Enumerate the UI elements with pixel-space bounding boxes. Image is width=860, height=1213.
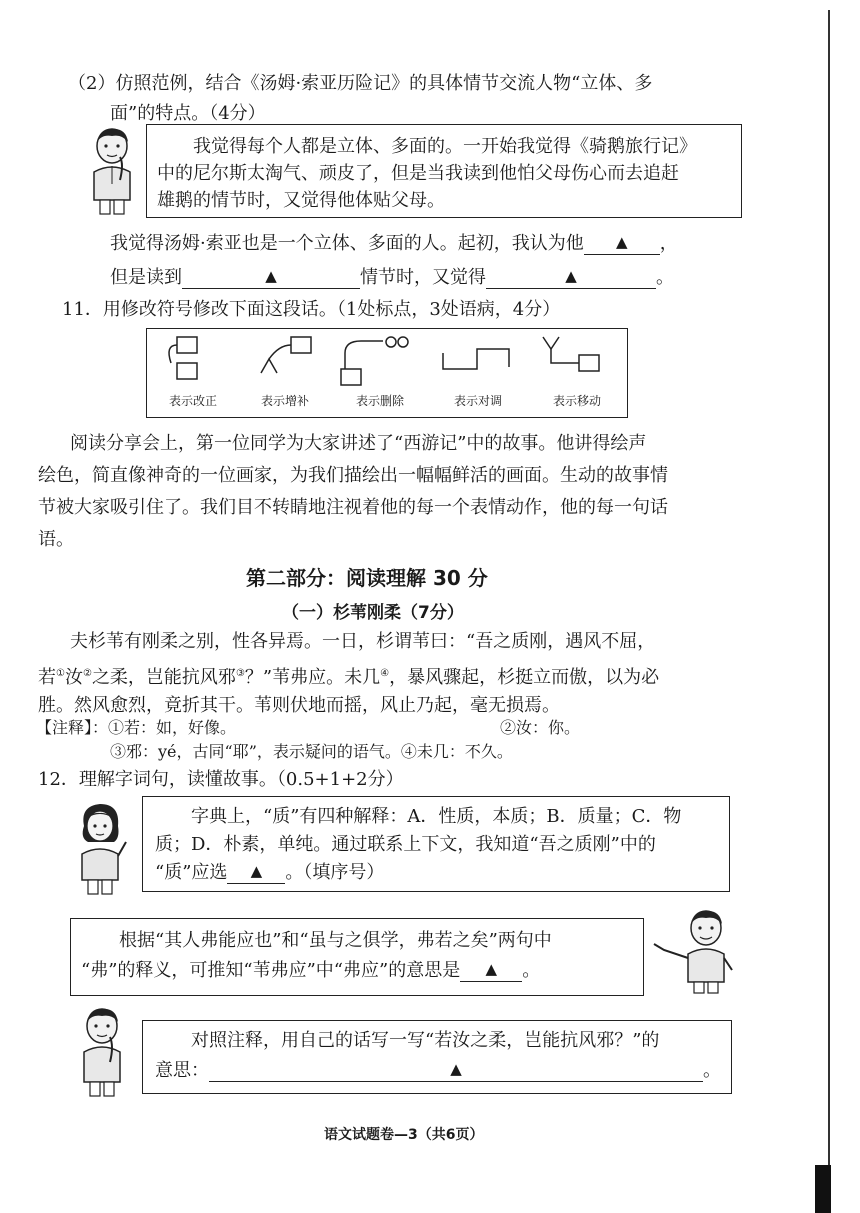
notes-line2: ③邪：yé，古同“耶”，表示疑问的语气。④未几：不久。 <box>110 742 513 761</box>
symbol-label: 表示对调 <box>453 394 502 408</box>
blank-marker: ▲ <box>615 233 628 251</box>
classical-text-line2 <box>38 662 659 690</box>
classical-text-line3: 胜。然风愈烈，竟折其干。苇则伏地而摇，风止乃起，毫无损焉。 <box>38 695 560 716</box>
box3-line1: 对照注释，用自己的话写一写“若汝之柔，岂能抗风邪？”的 <box>191 1030 660 1051</box>
text-seg: 之柔，岂能抗风邪 <box>91 667 236 688</box>
section1-heading: （一）杉苇刚柔（7分） <box>282 603 464 623</box>
q12-box1 <box>142 796 730 892</box>
box2-line2 <box>81 959 540 983</box>
box3-answer-blank[interactable] <box>209 1059 703 1082</box>
answer-line2-pre: 但是读到 <box>110 267 182 288</box>
answer-blank-2[interactable] <box>182 266 360 289</box>
symbol-swap <box>429 329 527 417</box>
example-line1: 我觉得每个人都是立体、多面的。一开始我觉得《骑鹅旅行记》 <box>193 136 697 157</box>
blank-marker: ▲ <box>250 862 263 880</box>
q11-passage-line4: 语。 <box>38 529 74 550</box>
note-ref-4: ④ <box>380 668 390 679</box>
box2-line2-post: 。 <box>522 960 541 981</box>
boy-thinking-icon <box>74 1004 130 1098</box>
text-seg: ？”苇弗应。未几 <box>244 667 381 688</box>
answer-line2-mid: 情节时，又觉得 <box>360 267 486 288</box>
box3-line2-pre: 意思： <box>155 1060 209 1081</box>
box2-line1: 根据“其人弗能应也”和“虽与之俱学，弗若之矣”两句中 <box>119 930 552 951</box>
revision-symbols-box <box>146 328 628 418</box>
binding-edge-line <box>828 10 830 1200</box>
box1-answer-blank[interactable] <box>227 861 285 884</box>
box3-line2 <box>155 1059 721 1083</box>
symbol-move <box>527 329 627 417</box>
box3-line2-post: 。 <box>703 1060 721 1081</box>
q12-box2 <box>70 918 644 996</box>
page-footer: 语文试题卷—3（共6页） <box>324 1127 484 1143</box>
text-seg: ，暴风骤起，杉挺立而傲，以为必 <box>389 667 660 688</box>
q12-prompt: 12．理解字词句，读懂故事。（0.5+1+2分） <box>38 769 404 790</box>
answer-line2-end: 。 <box>656 267 674 288</box>
q11-passage-line3: 节被大家吸引住了。我们目不转睛地注视着他的每一个表情动作，他的每一句话 <box>38 497 668 518</box>
note-1: ①若：如，好像。 <box>108 718 237 737</box>
symbol-correction <box>147 329 239 417</box>
symbol-label: 表示增补 <box>260 394 309 408</box>
box2-answer-blank[interactable] <box>460 959 522 982</box>
answer-blank-3[interactable] <box>486 266 656 289</box>
box1-line1: 字典上，“质”有四种解释：A．性质，本质；B．质量；C．物 <box>191 806 682 827</box>
blank-marker: ▲ <box>565 267 577 285</box>
swap-symbol-icon <box>429 329 527 389</box>
note-2: ②汝：你。 <box>500 718 581 737</box>
blank-marker: ▲ <box>450 1060 462 1078</box>
symbol-label: 表示移动 <box>552 394 601 408</box>
text-seg: 若 <box>38 667 56 688</box>
q11-passage-line2: 绘色，简直像神奇的一位画家，为我们描绘出一幅幅鲜活的画面。生动的故事情 <box>38 465 668 486</box>
example-box <box>146 124 742 218</box>
text-seg: 汝 <box>64 667 83 688</box>
symbol-deletion <box>331 329 429 417</box>
insertion-symbol-icon <box>239 329 331 389</box>
blank-marker: ▲ <box>485 960 497 978</box>
notes-line1 <box>36 716 236 740</box>
answer-line1-end: ， <box>659 233 678 254</box>
note-ref-2: ② <box>82 668 92 679</box>
note-ref-1: ① <box>56 668 65 679</box>
girl-pointing-icon <box>70 798 132 896</box>
q11-prompt: 11．用修改符号修改下面这段话。（1处标点，3处语病，4分） <box>62 299 561 320</box>
answer-line1-text: 我觉得汤姆·索亚也是一个立体、多面的人。起初，我认为他 <box>110 233 584 254</box>
q10-2-prompt-line1: （2）仿照范例，结合《汤姆·索亚历险记》的具体情节交流人物“立体、多 <box>68 73 653 94</box>
deletion-symbol-icon <box>331 329 429 389</box>
q10-2-answer-line1 <box>110 232 678 256</box>
box1-line3-post: 。（填序号） <box>285 862 385 883</box>
part2-heading: 第二部分：阅读理解 30 分 <box>246 566 488 590</box>
symbol-label: 表示删除 <box>355 394 404 408</box>
example-line2: 中的尼尔斯太淘气、顽皮了，但是当我读到他怕父母伤心而去追赶 <box>157 163 679 184</box>
symbol-insertion <box>239 329 331 417</box>
blank-marker: ▲ <box>265 267 277 285</box>
q10-2-prompt-line2: 面”的特点。（4分） <box>110 103 266 124</box>
scan-edge-mark <box>815 1165 831 1213</box>
note-ref-3: ③ <box>235 668 245 679</box>
q11-passage-line1: 阅读分享会上，第一位同学为大家讲述了“西游记”中的故事。他讲得绘声 <box>70 433 647 454</box>
boy-thinking-icon <box>84 124 140 216</box>
box2-line2-pre: “弗”的释义，可推知“苇弗应”中“弗应”的意思是 <box>81 960 461 981</box>
answer-blank-1[interactable] <box>584 232 660 255</box>
boy-presenting-icon <box>650 904 738 994</box>
box1-line3-pre: “质”应选 <box>155 862 228 883</box>
classical-text-line1: 夫杉苇有刚柔之别，性各异焉。一日，杉谓苇曰：“吾之质刚，遇风不屈， <box>70 631 656 652</box>
notes-label: 【注释】： <box>36 718 109 737</box>
example-line3: 雄鹅的情节时，又觉得他体贴父母。 <box>157 190 445 211</box>
move-symbol-icon <box>527 329 627 389</box>
q12-box3 <box>142 1020 732 1094</box>
symbol-label: 表示改正 <box>168 394 217 408</box>
q10-2-answer-line2 <box>110 266 674 290</box>
correction-symbol-icon <box>147 329 239 389</box>
box1-line3 <box>155 861 384 885</box>
box1-line2: 质；D．朴素，单纯。通过联系上下文，我知道“吾之质刚”中的 <box>155 834 656 855</box>
